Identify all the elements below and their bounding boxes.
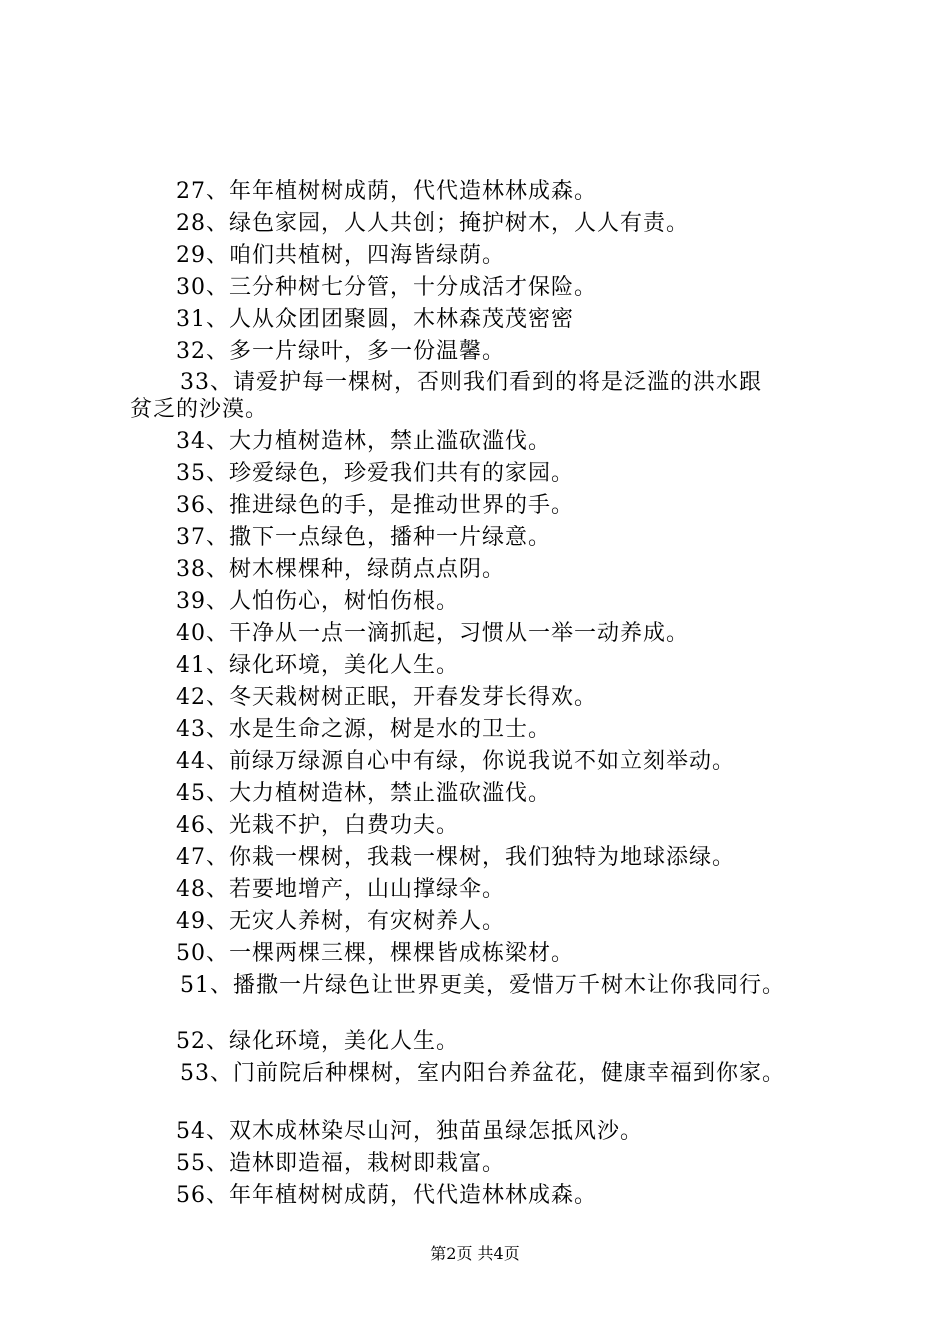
slogan-line: 42、冬天栽树树正眠，开春发芽长得欢。 [176,685,597,710]
slogan-line: 37、撒下一点绿色，播种一片绿意。 [176,525,551,550]
slogan-line: 49、无灾人养树，有灾树养人。 [176,909,505,934]
slogan-line: 50、一棵两棵三棵，棵棵皆成栋梁材。 [176,941,574,966]
slogan-line: 38、树木棵棵种，绿荫点点阴。 [176,557,505,582]
slogan-line: 35、珍爱绿色，珍爱我们共有的家园。 [176,461,574,486]
slogan-line: 45、大力植树造林，禁止滥砍滥伐。 [176,781,551,806]
slogan-line: 39、人怕伤心，树怕伤根。 [176,589,459,614]
slogan-line: 54、双木成林染尽山河，独苗虽绿怎抵风沙。 [176,1119,643,1144]
slogan-line: 28、绿色家园，人人共创；掩护树木，人人有责。 [176,211,689,236]
page-footer: 第2页 共4页 [430,1244,520,1263]
slogan-line: 55、造林即造福，栽树即栽富。 [176,1151,505,1176]
slogan-line-continuation: 贫乏的沙漠。 [130,397,269,422]
slogan-line: 43、水是生命之源，树是水的卫士。 [176,717,551,742]
slogan-line: 44、前绿万绿源自心中有绿，你说我说不如立刻举动。 [176,749,735,774]
slogan-line: 36、推进绿色的手，是推动世界的手。 [176,493,574,518]
slogan-line: 31、人从众团团聚圆，木林森茂茂密密 [176,307,574,332]
slogan-line: 33、请爱护每一棵树，否则我们看到的将是泛滥的洪水跟 [180,370,762,395]
slogan-line: 40、干净从一点一滴抓起，习惯从一举一动养成。 [176,621,689,646]
slogan-line: 47、你栽一棵树，我栽一棵树，我们独特为地球添绿。 [176,845,735,870]
slogan-line: 53、门前院后种棵树，室内阳台养盆花，健康幸福到你家。 [180,1061,785,1086]
slogan-line: 52、绿化环境，美化人生。 [176,1029,459,1054]
slogan-line: 51、播撒一片绿色让世界更美，爱惜万千树木让你我同行。 [180,973,785,998]
slogan-line: 32、多一片绿叶，多一份温馨。 [176,339,505,364]
slogan-line: 56、年年植树树成荫，代代造林林成森。 [176,1183,597,1208]
slogan-line: 27、年年植树树成荫，代代造林林成森。 [176,179,597,204]
slogan-line: 48、若要地增产，山山撑绿伞。 [176,877,505,902]
slogan-line: 30、三分种树七分管，十分成活才保险。 [176,275,597,300]
slogan-line: 46、光栽不护，白费功夫。 [176,813,459,838]
slogan-line: 41、绿化环境，美化人生。 [176,653,459,678]
slogan-line: 29、咱们共植树，四海皆绿荫。 [176,243,505,268]
slogan-line: 34、大力植树造林，禁止滥砍滥伐。 [176,429,551,454]
